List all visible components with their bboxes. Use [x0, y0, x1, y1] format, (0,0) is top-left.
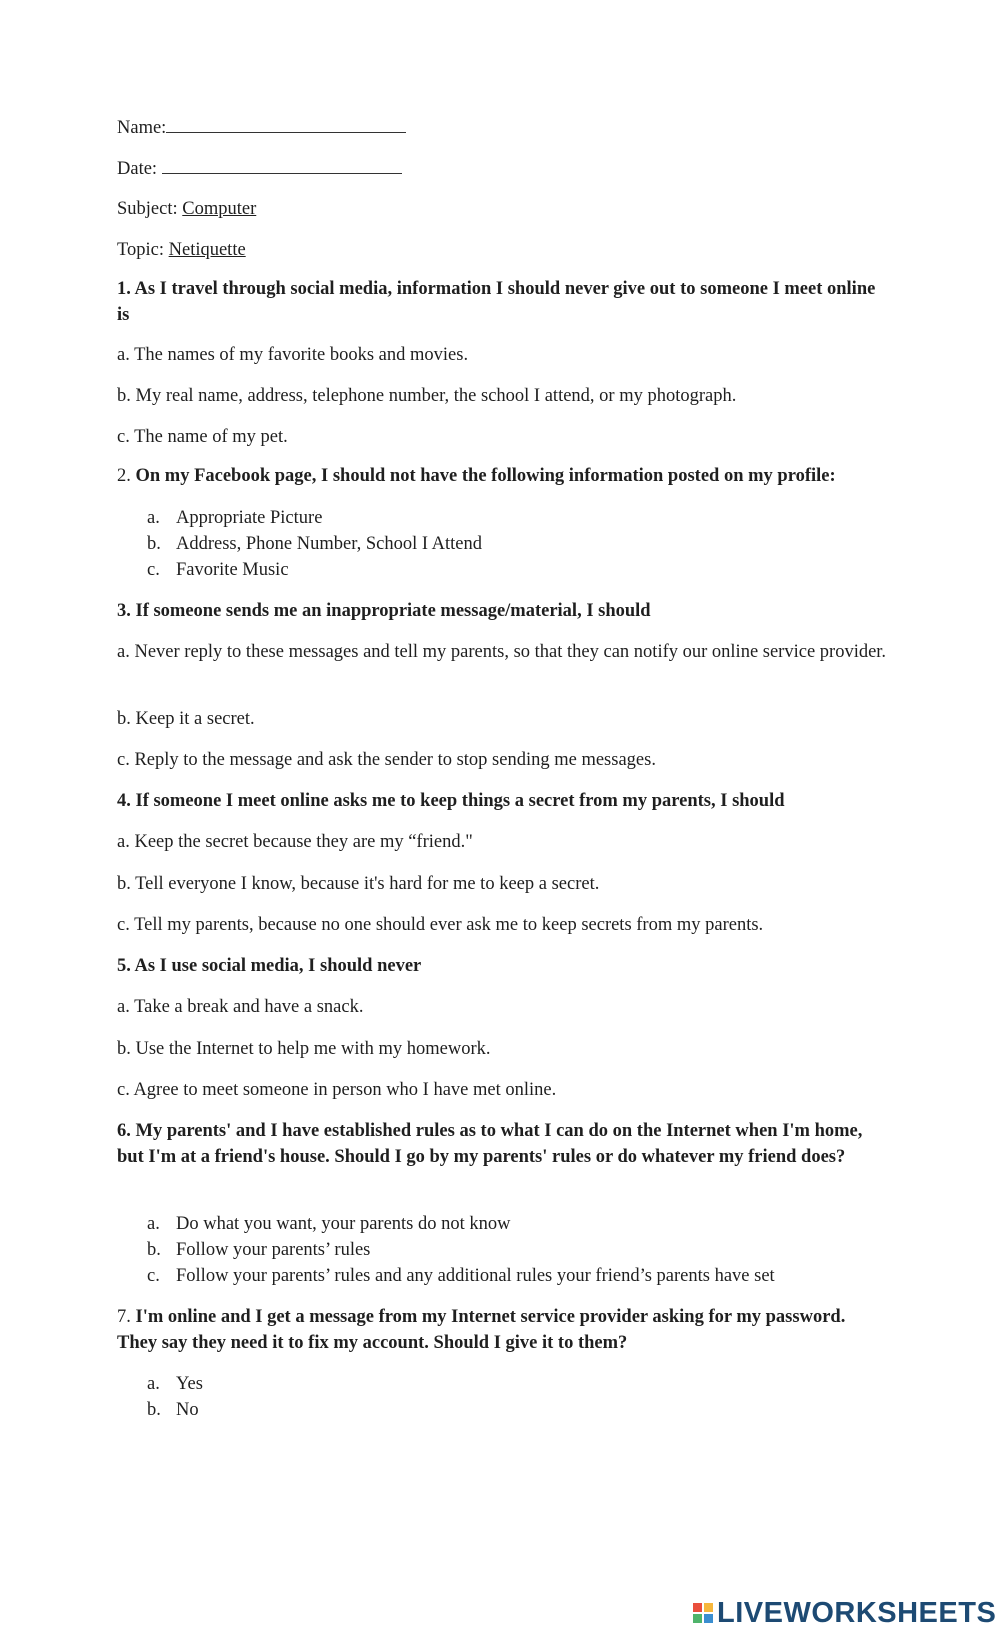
option-text: Address, Phone Number, School I Attend — [176, 534, 483, 554]
option-5a[interactable]: a. Take a break and have a snack. — [117, 997, 364, 1017]
option-text: No — [176, 1400, 199, 1420]
question-text: My parents' and I have established rules as to what I can do on the Internet when I'm home, but I'm at a friend's house. Should I go by my parents' rules or do whatever my friend does? — [117, 1121, 863, 1167]
logo-text: LIVEWORKSHEETS — [717, 1596, 997, 1629]
name-blank[interactable] — [166, 116, 406, 133]
option-marker: b. — [147, 534, 161, 554]
question-text: As I travel through social media, information I should never give out to someone I meet online is — [117, 279, 876, 325]
date-field — [117, 157, 402, 180]
option-5c[interactable]: c. Agree to meet someone in person who I have met online. — [117, 1080, 557, 1100]
option-marker: b. — [147, 1240, 161, 1260]
date-label: Date: — [117, 159, 158, 179]
question-2 — [117, 463, 887, 489]
option-3a[interactable]: a. Never reply to these messages and tell my parents, so that they can notify our online service provider. — [117, 642, 887, 662]
question-text: As I use social media, I should never — [134, 956, 422, 976]
option-7a[interactable] — [147, 1371, 203, 1397]
option-text: Do what you want, your parents do not know — [176, 1214, 511, 1234]
question-number: 4. — [117, 791, 131, 811]
logo-square-2 — [704, 1603, 713, 1612]
option-7b[interactable] — [147, 1397, 199, 1423]
option-6b[interactable] — [147, 1237, 370, 1263]
option-4b[interactable]: b. Tell everyone I know, because it's hard for me to keep a secret. — [117, 874, 600, 894]
question-5 — [117, 953, 887, 979]
question-number: 6. — [117, 1121, 131, 1141]
question-text: I'm online and I get a message from my Internet service provider asking for my password. They say they need it to fix my account. Should I give it to them? — [117, 1307, 846, 1353]
question-4 — [117, 788, 887, 814]
question-7 — [117, 1304, 887, 1356]
option-text: Appropriate Picture — [176, 508, 323, 528]
option-6c[interactable] — [147, 1263, 775, 1289]
question-6 — [117, 1118, 887, 1170]
option-marker: a. — [147, 1214, 160, 1234]
topic-field — [117, 239, 246, 261]
option-1a[interactable]: a. The names of my favorite books and movies. — [117, 345, 469, 365]
question-text: If someone sends me an inappropriate message/material, I should — [135, 601, 651, 621]
question-text: If someone I meet online asks me to keep things a secret from my parents, I should — [135, 791, 785, 811]
option-marker: a. — [147, 1374, 160, 1394]
option-marker: b. — [147, 1400, 161, 1420]
option-2c[interactable] — [147, 557, 289, 583]
liveworksheets-logo — [693, 1596, 996, 1630]
logo-square-1 — [693, 1603, 702, 1612]
option-marker: c. — [147, 560, 160, 580]
name-label: Name: — [117, 118, 167, 138]
option-6a[interactable] — [147, 1211, 511, 1237]
question-1 — [117, 276, 887, 328]
topic-label: Topic: — [117, 240, 164, 260]
question-number: 2. — [117, 466, 131, 486]
question-number: 1. — [117, 279, 131, 299]
option-4a[interactable]: a. Keep the secret because they are my “friend." — [117, 832, 473, 852]
question-number: 7. — [117, 1307, 131, 1327]
logo-mark-icon — [693, 1603, 713, 1623]
logo-square-3 — [693, 1614, 702, 1623]
logo-square-4 — [704, 1614, 713, 1623]
option-2a[interactable] — [147, 505, 322, 531]
option-text: Favorite Music — [176, 560, 289, 580]
subject-value: Computer — [182, 199, 257, 219]
option-text: Yes — [176, 1374, 203, 1394]
question-3 — [117, 598, 887, 624]
option-4c[interactable]: c. Tell my parents, because no one should ever ask me to keep secrets from my parents. — [117, 915, 764, 935]
option-1c[interactable]: c. The name of my pet. — [117, 427, 288, 447]
question-number: 5. — [117, 956, 131, 976]
question-text: On my Facebook page, I should not have the following information posted on my profile: — [135, 466, 836, 486]
option-2b[interactable] — [147, 531, 482, 557]
subject-label: Subject: — [117, 199, 178, 219]
option-text: Follow your parents’ rules — [176, 1240, 371, 1260]
name-field — [117, 116, 406, 139]
topic-value: Netiquette — [168, 240, 246, 260]
option-marker: a. — [147, 508, 160, 528]
option-3b[interactable]: b. Keep it a secret. — [117, 709, 255, 729]
option-text: Follow your parents’ rules and any additional rules your friend’s parents have set — [176, 1266, 775, 1286]
question-number: 3. — [117, 601, 131, 621]
subject-field — [117, 198, 256, 220]
option-3c[interactable]: c. Reply to the message and ask the sender to stop sending me messages. — [117, 750, 656, 770]
option-1b[interactable]: b. My real name, address, telephone number, the school I attend, or my photograph. — [117, 386, 737, 406]
date-blank[interactable] — [162, 157, 402, 174]
option-5b[interactable]: b. Use the Internet to help me with my homework. — [117, 1039, 491, 1059]
option-marker: c. — [147, 1266, 160, 1286]
